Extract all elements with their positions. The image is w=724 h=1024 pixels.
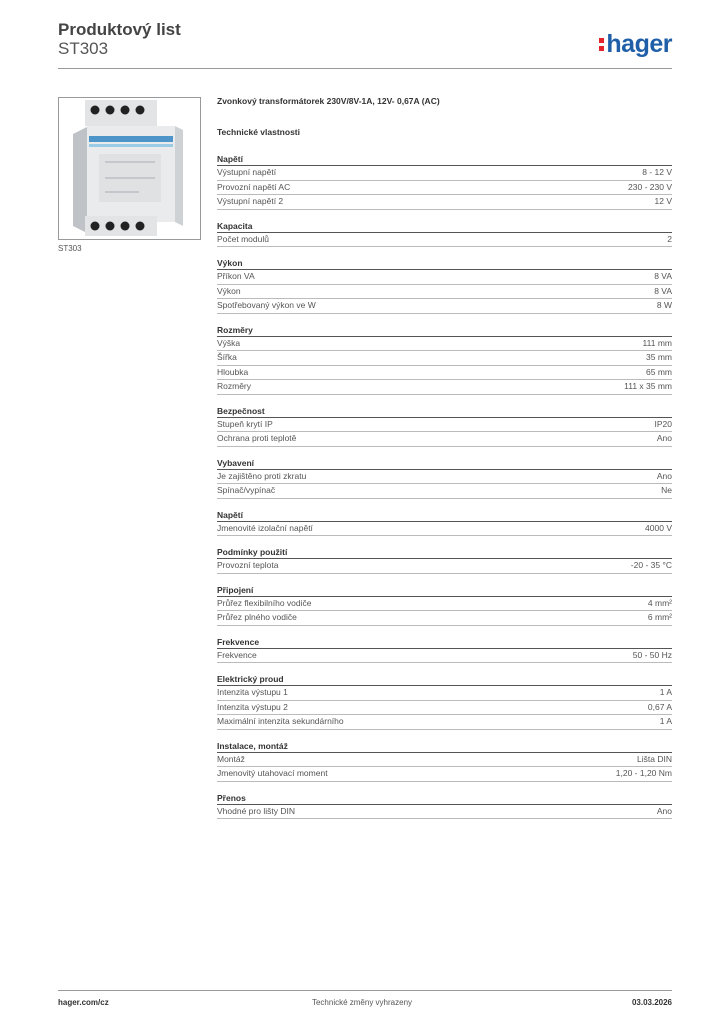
spec-section: [217, 153, 672, 210]
spec-row: [217, 337, 672, 352]
spec-value: 50 - 50 Hz: [632, 649, 672, 660]
spec-value: 8 - 12 V: [642, 167, 672, 177]
section-title: Rozměry: [217, 324, 672, 337]
spec-label: Montáž: [217, 753, 245, 764]
spec-label: Průřez flexibilního vodiče: [217, 597, 312, 608]
footer-notice: Technické změny vyhrazeny: [311, 998, 413, 1007]
section-title: Podmínky použití: [217, 546, 672, 559]
spec-label: Intenzita výstupu 1: [217, 687, 288, 697]
spec-label: Ochrana proti teplotě: [217, 433, 297, 443]
spec-label: Provozní napětí AC: [217, 181, 291, 192]
spec-row: [217, 597, 672, 612]
spec-label: Výstupní napětí: [217, 167, 277, 177]
spec-value: 111 mm: [642, 337, 672, 348]
spec-label: Stupeň krytí IP: [217, 418, 273, 429]
spec-row: [217, 753, 672, 768]
section-title: Připojení: [217, 584, 672, 597]
spec-label: Je zajištěno proti zkratu: [217, 470, 307, 481]
spec-label: Provozní teplota: [217, 560, 279, 570]
spec-value: 12 V: [654, 196, 672, 206]
spec-label: Spotřebovaný výkon ve W: [217, 300, 316, 310]
logo-mark-icon: [599, 34, 605, 52]
spec-sections: [217, 153, 672, 819]
spec-row: [217, 285, 672, 300]
page-header: [58, 20, 672, 68]
section-title: Napětí: [217, 509, 672, 522]
spec-label: Výška: [217, 337, 241, 348]
spec-value: 2: [667, 233, 672, 244]
spec-section: [217, 636, 672, 664]
spec-value: -20 - 35 °C: [630, 560, 672, 570]
spec-label: Maximální intenzita sekundárního: [217, 716, 344, 726]
spec-label: Šířka: [217, 352, 237, 362]
spec-value: 4000 V: [645, 522, 672, 533]
spec-label: Příkon VA: [217, 271, 255, 281]
spec-row: [217, 380, 672, 395]
spec-section: [217, 220, 672, 248]
spec-label: Hloubka: [217, 366, 249, 377]
spec-value: 1,20 - 1,20 Nm: [615, 768, 672, 778]
spec-row: [217, 233, 672, 248]
spec-section: [217, 546, 672, 574]
din-rail-transformer-icon: [59, 98, 200, 239]
section-title: Elektrický proud: [217, 673, 672, 686]
spec-value: Ano: [656, 805, 672, 816]
spec-value: 6 mm²: [647, 612, 672, 622]
spec-label: Jmenovité izolační napětí: [217, 522, 313, 533]
spec-row: [217, 166, 672, 181]
section-title: Výkon: [217, 257, 672, 270]
section-title: Přenos: [217, 792, 672, 805]
spec-row: [217, 805, 672, 820]
spec-section: [217, 740, 672, 782]
spec-row: [217, 181, 672, 196]
spec-label: Spínač/vypínač: [217, 485, 276, 495]
spec-row: [217, 351, 672, 366]
spec-row: [217, 701, 672, 716]
spec-row: [217, 522, 672, 537]
spec-value: 8 W: [656, 300, 672, 310]
spec-value: Lišta DIN: [637, 753, 672, 764]
section-title: Napětí: [217, 153, 672, 166]
footer-website: hager.com/cz: [58, 998, 109, 1007]
spec-row: [217, 767, 672, 782]
section-title: Instalace, montáž: [217, 740, 672, 753]
spec-row: [217, 470, 672, 485]
spec-label: Vhodné pro lišty DIN: [217, 805, 295, 816]
spec-row: [217, 715, 672, 730]
spec-value: IP20: [654, 418, 672, 429]
product-description: Zvonkový transformátorek 230V/8V-1A, 12V- 0,67A (AC): [217, 96, 440, 106]
logo-text: hager: [606, 30, 672, 58]
footer-date: 03.03.2026: [631, 998, 672, 1007]
spec-section: [217, 509, 672, 537]
spec-section: [217, 584, 672, 626]
spec-row: [217, 611, 672, 626]
spec-row: [217, 270, 672, 285]
spec-value: 4 mm²: [647, 597, 672, 608]
spec-value: 8 VA: [654, 285, 672, 296]
spec-row: [217, 418, 672, 433]
image-caption: ST303: [58, 244, 82, 253]
spec-value: Ano: [656, 470, 672, 481]
section-title: Kapacita: [217, 220, 672, 233]
spec-label: Výstupní napětí 2: [217, 196, 284, 206]
spec-section: [217, 673, 672, 730]
spec-value: 65 mm: [646, 366, 672, 377]
spec-row: [217, 366, 672, 381]
spec-value: 35 mm: [646, 352, 672, 362]
hager-logo: [599, 30, 672, 59]
spec-label: Průřez plného vodiče: [217, 612, 297, 622]
section-title: Vybavení: [217, 457, 672, 470]
product-image: [58, 97, 201, 240]
spec-section: [217, 405, 672, 447]
footer-divider: [58, 990, 672, 991]
spec-row: [217, 299, 672, 314]
spec-row: [217, 432, 672, 447]
spec-value: 230 - 230 V: [628, 181, 672, 192]
spec-value: 0,67 A: [647, 701, 672, 712]
spec-content: [217, 96, 672, 829]
header-divider: [58, 68, 672, 69]
spec-section: [217, 257, 672, 314]
spec-value: 8 VA: [654, 271, 672, 281]
spec-value: Ano: [656, 433, 672, 443]
spec-row: [217, 484, 672, 499]
spec-value: Ne: [661, 485, 672, 495]
spec-value: 111 x 35 mm: [624, 381, 672, 391]
spec-section: [217, 457, 672, 499]
spec-label: Výkon: [217, 285, 241, 296]
spec-label: Intenzita výstupu 2: [217, 701, 288, 712]
spec-label: Rozměry: [217, 381, 252, 391]
spec-section: [217, 324, 672, 395]
spec-value: 1 A: [659, 716, 672, 726]
spec-label: Frekvence: [217, 649, 257, 660]
spec-row: [217, 559, 672, 574]
technical-properties-title: Technické vlastnosti: [217, 127, 300, 137]
spec-value: 1 A: [659, 687, 672, 697]
spec-row: [217, 649, 672, 664]
section-title: Bezpečnost: [217, 405, 672, 418]
product-code: ST303: [58, 39, 109, 58]
spec-label: Počet modulů: [217, 233, 269, 244]
spec-row: [217, 686, 672, 701]
section-title: Frekvence: [217, 636, 672, 649]
spec-label: Jmenovitý utahovací moment: [217, 768, 328, 778]
document-title: Produktový list: [58, 20, 181, 39]
spec-section: [217, 792, 672, 820]
spec-row: [217, 195, 672, 210]
